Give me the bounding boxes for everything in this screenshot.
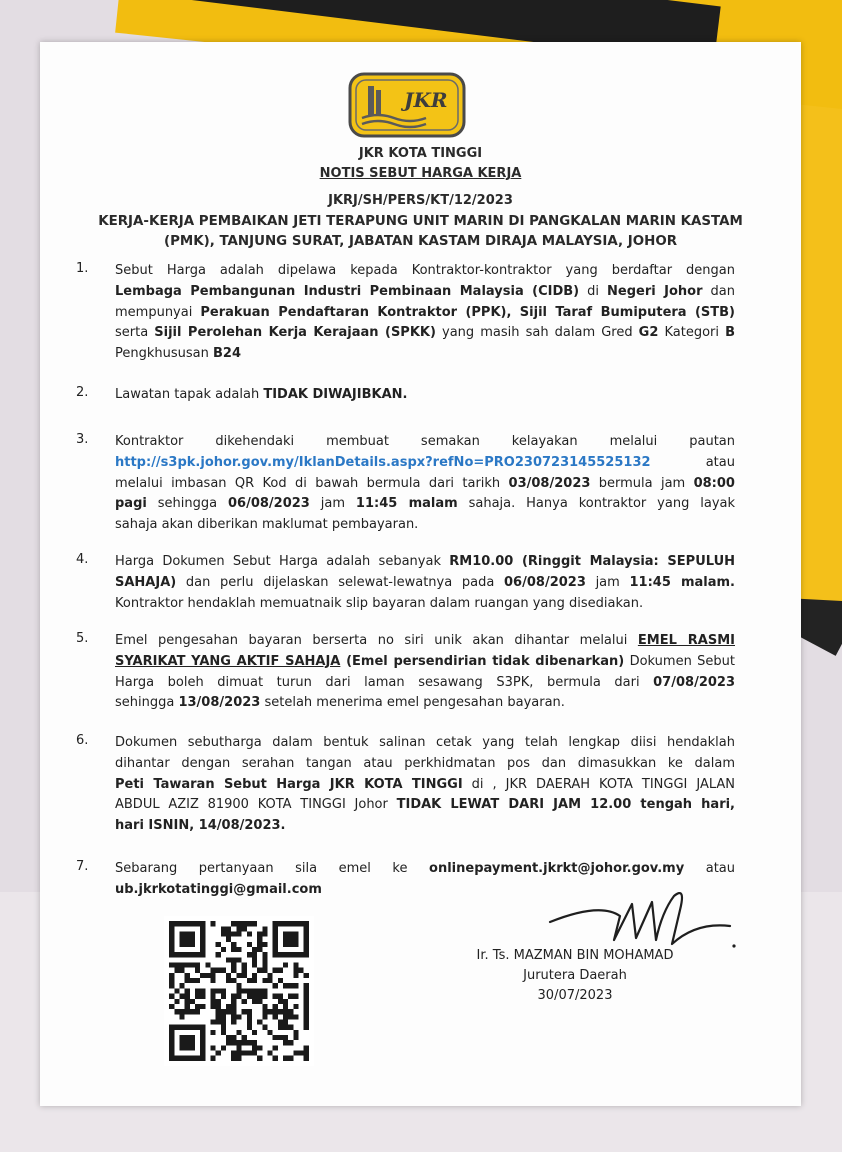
text-line: Harga boleh dimuat turun dari laman sesawang S3PK, bermula dari 07/08/2023	[115, 674, 735, 690]
item-number: 6.	[76, 733, 89, 748]
text-line: SYARIKAT YANG AKTIF SAHAJA (Emel persendirian tidak dibenarkan) Dokumen Sebut	[115, 653, 735, 669]
text-line: ABDUL AZIZ 81900 KOTA TINGGI Johor TIDAK LEWAT DARI JAM 12.00 tengah hari,	[115, 797, 735, 813]
signatory-name: Ir. Ts. MAZMAN BIN MOHAMAD	[476, 948, 674, 963]
notice-title: NOTIS SEBUT HARGA KERJA	[319, 166, 522, 181]
text-line: Sebarang pertanyaan sila emel ke onlinepayment.jkrkt@johor.gov.my atau	[115, 861, 735, 876]
signature-icon	[540, 882, 740, 952]
text-line: melalui imbasan QR Kod di bawah bermula dari tarikh 03/08/2023 bermula jam 08:00	[115, 475, 735, 491]
text-line: Sebut Harga adalah dipelawa kepada Kontraktor-kontraktor yang berdaftar dengan	[115, 263, 735, 278]
reference-number: JKRJ/SH/PERS/KT/12/2023	[328, 193, 513, 208]
text-line: http://s3pk.johor.gov.my/IklanDetails.aspx?refNo=PRO230723145525132 atau	[115, 454, 735, 470]
text-line: Peti Tawaran Sebut Harga JKR KOTA TINGGI di , JKR DAERAH KOTA TINGGI JALAN	[115, 776, 735, 792]
signatory-title: Jurutera Daerah	[523, 968, 627, 983]
item-number: 4.	[76, 552, 89, 567]
contact-email-secondary[interactable]: ub.jkrkotatinggi@gmail.com	[115, 881, 322, 897]
text-line: Harga Dokumen Sebut Harga adalah sebanyak RM10.00 (Ringgit Malaysia: SEPULUH	[115, 554, 736, 569]
text-line: sehingga 13/08/2023 setelah menerima emel pengesahan bayaran.	[115, 695, 565, 711]
item-number: 1.	[76, 261, 89, 276]
item-number: 2.	[76, 385, 89, 400]
project-title-line-2: (PMK), TANJUNG SURAT, JABATAN KASTAM DIRAJA MALAYSIA, JOHOR	[163, 234, 678, 249]
qr-code[interactable]	[164, 916, 314, 1066]
text-line: Emel pengesahan bayaran berserta no siri unik akan dihantar melalui EMEL RASMI	[115, 633, 735, 648]
text-line: Lembaga Pembangunan Industri Pembinaan Malaysia (CIDB) di Negeri Johor dan	[115, 283, 736, 299]
notice-document	[40, 42, 801, 1106]
item-number: 5.	[76, 631, 89, 646]
text-line: Kontraktor hendaklah memuatnaik slip bayaran dalam ruangan yang disediakan.	[115, 595, 644, 611]
text-line: Dokumen sebutharga dalam bentuk salinan cetak yang telah lengkap diisi hendaklah	[115, 735, 735, 750]
text-line: hari ISNIN, 14/08/2023.	[115, 818, 286, 834]
item-number: 3.	[76, 432, 89, 447]
text-line: serta Sijil Perolehan Kerja Kerajaan (SPKK) yang masih sah dalam Gred G2 Kategori B	[115, 325, 735, 341]
project-title-line-1: KERJA-KERJA PEMBAIKAN JETI TERAPUNG UNIT MARIN DI PANGKALAN MARIN KASTAM	[98, 214, 743, 229]
svg-text:JKR: JKR	[404, 88, 448, 112]
s3pk-link[interactable]: http://s3pk.johor.gov.my/IklanDetails.aspx?refNo=PRO230723145525132	[115, 454, 651, 470]
text-line: Lawatan tapak adalah TIDAK DIWAJIBKAN.	[115, 387, 408, 402]
item-number: 7.	[76, 859, 89, 874]
contact-email[interactable]: onlinepayment.jkrkt@johor.gov.my	[429, 861, 685, 876]
text-line: Pengkhususan B24	[115, 346, 241, 362]
text-line: pagi sehingga 06/08/2023 jam 11:45 malam sahaja. Hanya kontraktor yang layak	[115, 496, 736, 512]
text-line: mempunyai Perakuan Pendaftaran Kontraktor (PPK), Sijil Taraf Bumiputera (STB)	[115, 304, 735, 320]
signature-date: 30/07/2023	[537, 988, 613, 1003]
text-line: sahaja akan diberikan maklumat pembayaran.	[115, 517, 419, 533]
office-name: JKR KOTA TINGGI	[358, 146, 483, 161]
jkr-logo	[348, 72, 466, 138]
text-line: dihantar dengan serahan tangan atau perkhidmatan pos dan dimasukkan ke dalam	[115, 755, 735, 771]
text-line: Kontraktor dikehendaki membuat semakan kelayakan melalui pautan	[115, 434, 735, 449]
text-line: SAHAJA) dan perlu dijelaskan selewat-lewatnya pada 06/08/2023 jam 11:45 malam.	[115, 574, 735, 590]
